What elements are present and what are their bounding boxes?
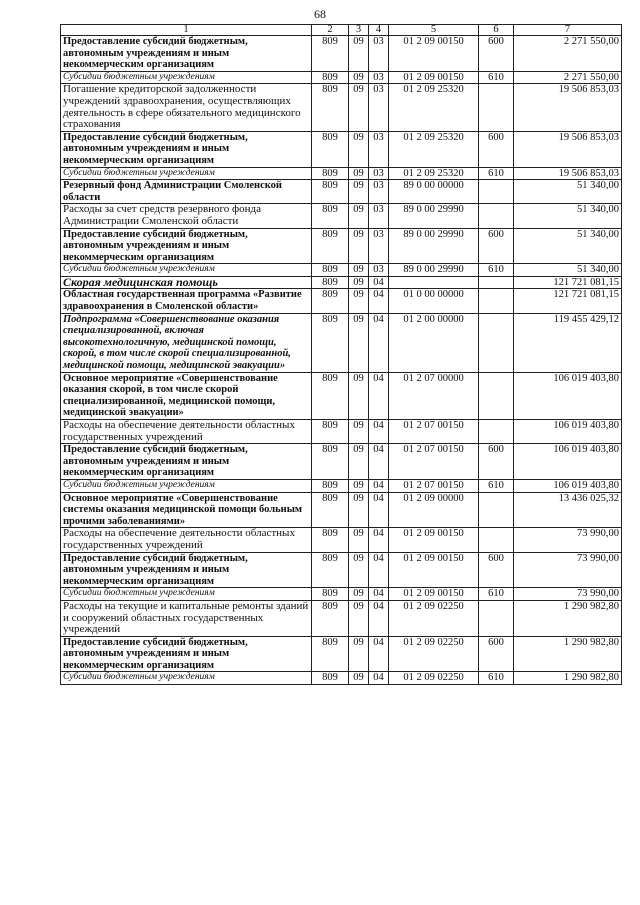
row-section-cell: 09 — [349, 180, 369, 204]
row-target-article-cell: 01 2 07 00150 — [389, 420, 479, 444]
row-target-article-cell: 01 2 09 00150 — [389, 528, 479, 552]
table-row — [61, 71, 622, 84]
header-col-2: 2 — [312, 25, 349, 36]
row-target-article-cell: 01 2 07 00000 — [389, 372, 479, 419]
row-target-article-cell: 01 2 00 00000 — [389, 313, 479, 372]
row-admin-code-cell: 809 — [312, 84, 349, 131]
row-target-article-cell: 01 2 09 00150 — [389, 71, 479, 84]
row-subsection-cell: 03 — [369, 84, 389, 131]
row-target-article-cell: 01 2 09 02250 — [389, 672, 479, 685]
table-row — [61, 588, 622, 601]
row-name-cell: Субсидии бюджетным учреждениям — [61, 672, 312, 685]
row-name-cell: Субсидии бюджетным учреждениям — [61, 479, 312, 492]
table-row — [61, 228, 622, 264]
table-row — [61, 372, 622, 419]
header-col-5: 5 — [389, 25, 479, 36]
row-subsection-cell: 04 — [369, 672, 389, 685]
row-amount-cell: 106 019 403,80 — [514, 372, 622, 419]
row-expense-type-cell: 610 — [479, 672, 514, 685]
row-admin-code-cell: 809 — [312, 264, 349, 277]
row-amount-cell: 13 436 025,32 — [514, 492, 622, 528]
row-section-cell: 09 — [349, 588, 369, 601]
row-target-article-cell: 89 0 00 29990 — [389, 228, 479, 264]
row-amount-cell: 121 721 081,15 — [514, 289, 622, 313]
row-admin-code-cell: 809 — [312, 600, 349, 636]
row-target-article-cell: 01 2 09 25320 — [389, 84, 479, 131]
header-col-6: 6 — [479, 25, 514, 36]
header-col-4: 4 — [369, 25, 389, 36]
table-row — [61, 204, 622, 228]
header-col-7: 7 — [514, 25, 622, 36]
row-name-cell: Предоставление субсидий бюджетным, автономным учреждениям и иным некоммерческим организациям — [61, 552, 312, 588]
row-subsection-cell: 04 — [369, 372, 389, 419]
row-expense-type-cell: 600 — [479, 552, 514, 588]
row-target-article-cell: 89 0 00 00000 — [389, 180, 479, 204]
row-section-cell: 09 — [349, 313, 369, 372]
row-target-article-cell: 89 0 00 29990 — [389, 204, 479, 228]
row-amount-cell: 1 290 982,80 — [514, 672, 622, 685]
row-section-cell: 09 — [349, 71, 369, 84]
row-amount-cell: 106 019 403,80 — [514, 444, 622, 480]
row-admin-code-cell: 809 — [312, 528, 349, 552]
row-subsection-cell: 04 — [369, 420, 389, 444]
page-number: 68 — [314, 7, 326, 21]
row-name-cell: Основное мероприятие «Совершенствование оказания скорой, в том числе скорой специализированной, медицинской помощи, медицинской эвакуации» — [61, 372, 312, 419]
table-row — [61, 131, 622, 167]
row-section-cell: 09 — [349, 36, 369, 72]
row-name-cell: Предоставление субсидий бюджетным, автономным учреждениям и иным некоммерческим организациям — [61, 36, 312, 72]
row-admin-code-cell: 809 — [312, 492, 349, 528]
row-name-cell: Субсидии бюджетным учреждениям — [61, 167, 312, 180]
row-admin-code-cell: 809 — [312, 313, 349, 372]
row-amount-cell: 19 506 853,03 — [514, 167, 622, 180]
row-expense-type-cell — [479, 180, 514, 204]
row-admin-code-cell: 809 — [312, 479, 349, 492]
row-amount-cell: 51 340,00 — [514, 180, 622, 204]
row-expense-type-cell: 610 — [479, 479, 514, 492]
row-amount-cell: 2 271 550,00 — [514, 36, 622, 72]
table-row — [61, 528, 622, 552]
row-amount-cell: 73 990,00 — [514, 588, 622, 601]
row-amount-cell: 119 455 429,12 — [514, 313, 622, 372]
row-amount-cell: 51 340,00 — [514, 264, 622, 277]
row-section-cell: 09 — [349, 672, 369, 685]
row-amount-cell: 51 340,00 — [514, 204, 622, 228]
row-section-cell: 09 — [349, 528, 369, 552]
row-target-article-cell: 01 2 09 02250 — [389, 600, 479, 636]
row-amount-cell: 121 721 081,15 — [514, 276, 622, 289]
row-expense-type-cell — [479, 276, 514, 289]
table-row — [61, 167, 622, 180]
row-name-cell: Расходы на обеспечение деятельности областных государственных учреждений — [61, 528, 312, 552]
row-admin-code-cell: 809 — [312, 167, 349, 180]
row-amount-cell: 51 340,00 — [514, 228, 622, 264]
row-admin-code-cell: 809 — [312, 372, 349, 419]
table-row — [61, 276, 622, 289]
row-name-cell: Предоставление субсидий бюджетным, автономным учреждениям и иным некоммерческим организациям — [61, 131, 312, 167]
row-subsection-cell: 03 — [369, 167, 389, 180]
row-name-cell: Предоставление субсидий бюджетным, автономным учреждениям и иным некоммерческим организациям — [61, 636, 312, 672]
row-subsection-cell: 04 — [369, 528, 389, 552]
row-name-cell: Областная государственная программа «Развитие здравоохранения в Смоленской области» — [61, 289, 312, 313]
row-name-cell: Субсидии бюджетным учреждениям — [61, 71, 312, 84]
row-admin-code-cell: 809 — [312, 552, 349, 588]
row-target-article-cell: 01 2 09 25320 — [389, 167, 479, 180]
row-expense-type-cell — [479, 528, 514, 552]
row-expense-type-cell: 610 — [479, 588, 514, 601]
row-subsection-cell: 04 — [369, 600, 389, 636]
row-amount-cell: 73 990,00 — [514, 528, 622, 552]
row-admin-code-cell: 809 — [312, 420, 349, 444]
table-row — [61, 313, 622, 372]
row-admin-code-cell: 809 — [312, 289, 349, 313]
row-subsection-cell: 04 — [369, 636, 389, 672]
row-subsection-cell: 04 — [369, 276, 389, 289]
header-col-1: 1 — [61, 25, 312, 36]
row-section-cell: 09 — [349, 600, 369, 636]
row-admin-code-cell: 809 — [312, 588, 349, 601]
table-row — [61, 492, 622, 528]
row-section-cell: 09 — [349, 492, 369, 528]
row-subsection-cell: 03 — [369, 228, 389, 264]
table-row — [61, 479, 622, 492]
table-body — [61, 36, 622, 685]
row-section-cell: 09 — [349, 479, 369, 492]
row-section-cell: 09 — [349, 420, 369, 444]
row-amount-cell: 19 506 853,03 — [514, 84, 622, 131]
table-row — [61, 84, 622, 131]
row-admin-code-cell: 809 — [312, 71, 349, 84]
row-name-cell: Скорая медицинская помощь — [61, 276, 312, 289]
row-expense-type-cell: 600 — [479, 228, 514, 264]
row-name-cell: Расходы за счет средств резервного фонда Администрации Смоленской области — [61, 204, 312, 228]
row-section-cell: 09 — [349, 636, 369, 672]
row-expense-type-cell — [479, 492, 514, 528]
row-section-cell: 09 — [349, 372, 369, 419]
row-expense-type-cell — [479, 313, 514, 372]
row-subsection-cell: 04 — [369, 444, 389, 480]
row-amount-cell: 19 506 853,03 — [514, 131, 622, 167]
row-subsection-cell: 04 — [369, 479, 389, 492]
row-section-cell: 09 — [349, 552, 369, 588]
row-amount-cell: 106 019 403,80 — [514, 479, 622, 492]
row-target-article-cell: 01 2 09 25320 — [389, 131, 479, 167]
row-name-cell: Погашение кредиторской задолженности учреждений здравоохранения, осуществляющих деятельность в сфере обязательного медицинского страхования — [61, 84, 312, 131]
row-admin-code-cell: 809 — [312, 672, 349, 685]
row-name-cell: Предоставление субсидий бюджетным, автономным учреждениям и иным некоммерческим организациям — [61, 228, 312, 264]
row-expense-type-cell — [479, 84, 514, 131]
row-expense-type-cell: 610 — [479, 264, 514, 277]
row-name-cell: Субсидии бюджетным учреждениям — [61, 588, 312, 601]
row-amount-cell: 2 271 550,00 — [514, 71, 622, 84]
row-admin-code-cell: 809 — [312, 228, 349, 264]
row-subsection-cell: 03 — [369, 204, 389, 228]
table-row — [61, 444, 622, 480]
row-target-article-cell: 01 0 00 00000 — [389, 289, 479, 313]
row-subsection-cell: 03 — [369, 131, 389, 167]
table-row — [61, 36, 622, 72]
row-subsection-cell: 03 — [369, 264, 389, 277]
row-section-cell: 09 — [349, 444, 369, 480]
row-subsection-cell: 04 — [369, 289, 389, 313]
row-section-cell: 09 — [349, 204, 369, 228]
table-row — [61, 552, 622, 588]
row-name-cell: Резервный фонд Администрации Смоленской области — [61, 180, 312, 204]
table-row — [61, 636, 622, 672]
row-target-article-cell: 01 2 07 00150 — [389, 479, 479, 492]
row-section-cell: 09 — [349, 228, 369, 264]
row-admin-code-cell: 809 — [312, 180, 349, 204]
table-row — [61, 672, 622, 685]
row-amount-cell: 106 019 403,80 — [514, 420, 622, 444]
row-admin-code-cell: 809 — [312, 636, 349, 672]
row-admin-code-cell: 809 — [312, 36, 349, 72]
row-name-cell: Расходы на текущие и капитальные ремонты зданий и сооружений областных государственных учреждений — [61, 600, 312, 636]
row-amount-cell: 1 290 982,80 — [514, 636, 622, 672]
row-expense-type-cell — [479, 289, 514, 313]
row-subsection-cell: 03 — [369, 71, 389, 84]
row-amount-cell: 73 990,00 — [514, 552, 622, 588]
row-expense-type-cell: 600 — [479, 36, 514, 72]
row-target-article-cell: 01 2 09 00150 — [389, 588, 479, 601]
row-subsection-cell: 04 — [369, 492, 389, 528]
row-amount-cell: 1 290 982,80 — [514, 600, 622, 636]
table-row — [61, 180, 622, 204]
row-admin-code-cell: 809 — [312, 204, 349, 228]
row-expense-type-cell — [479, 372, 514, 419]
row-target-article-cell: 01 2 09 00150 — [389, 552, 479, 588]
row-section-cell: 09 — [349, 167, 369, 180]
row-target-article-cell: 89 0 00 29990 — [389, 264, 479, 277]
row-name-cell: Предоставление субсидий бюджетным, автономным учреждениям и иным некоммерческим организациям — [61, 444, 312, 480]
row-section-cell: 09 — [349, 289, 369, 313]
row-subsection-cell: 04 — [369, 313, 389, 372]
row-expense-type-cell — [479, 420, 514, 444]
row-target-article-cell: 01 2 07 00150 — [389, 444, 479, 480]
row-section-cell: 09 — [349, 131, 369, 167]
row-expense-type-cell: 600 — [479, 131, 514, 167]
table-header-row — [61, 25, 622, 36]
row-subsection-cell: 03 — [369, 36, 389, 72]
row-expense-type-cell: 600 — [479, 636, 514, 672]
row-expense-type-cell: 600 — [479, 444, 514, 480]
row-admin-code-cell: 809 — [312, 444, 349, 480]
header-col-3: 3 — [349, 25, 369, 36]
row-target-article-cell: 01 2 09 00000 — [389, 492, 479, 528]
row-target-article-cell: 01 2 09 00150 — [389, 36, 479, 72]
row-target-article-cell: 01 2 09 02250 — [389, 636, 479, 672]
table-row — [61, 420, 622, 444]
row-subsection-cell: 04 — [369, 588, 389, 601]
row-subsection-cell: 04 — [369, 552, 389, 588]
row-expense-type-cell: 610 — [479, 167, 514, 180]
table-row — [61, 289, 622, 313]
row-name-cell: Расходы на обеспечение деятельности областных государственных учреждений — [61, 420, 312, 444]
row-admin-code-cell: 809 — [312, 131, 349, 167]
table-row — [61, 600, 622, 636]
row-subsection-cell: 03 — [369, 180, 389, 204]
row-target-article-cell — [389, 276, 479, 289]
row-section-cell: 09 — [349, 276, 369, 289]
row-admin-code-cell: 809 — [312, 276, 349, 289]
row-expense-type-cell — [479, 600, 514, 636]
row-expense-type-cell: 610 — [479, 71, 514, 84]
row-expense-type-cell — [479, 204, 514, 228]
row-name-cell: Субсидии бюджетным учреждениям — [61, 264, 312, 277]
budget-table — [60, 24, 622, 685]
row-name-cell: Подпрограмма «Совершенствование оказания специализированной, включая высокотехнологичную, медицинской помощи, скорой, в том числе скорой специализированной, медицинской помощи, медицинской эвакуации» — [61, 313, 312, 372]
row-name-cell: Основное мероприятие «Совершенствование системы оказания медицинской помощи больным прочими заболеваниями» — [61, 492, 312, 528]
row-section-cell: 09 — [349, 264, 369, 277]
row-section-cell: 09 — [349, 84, 369, 131]
